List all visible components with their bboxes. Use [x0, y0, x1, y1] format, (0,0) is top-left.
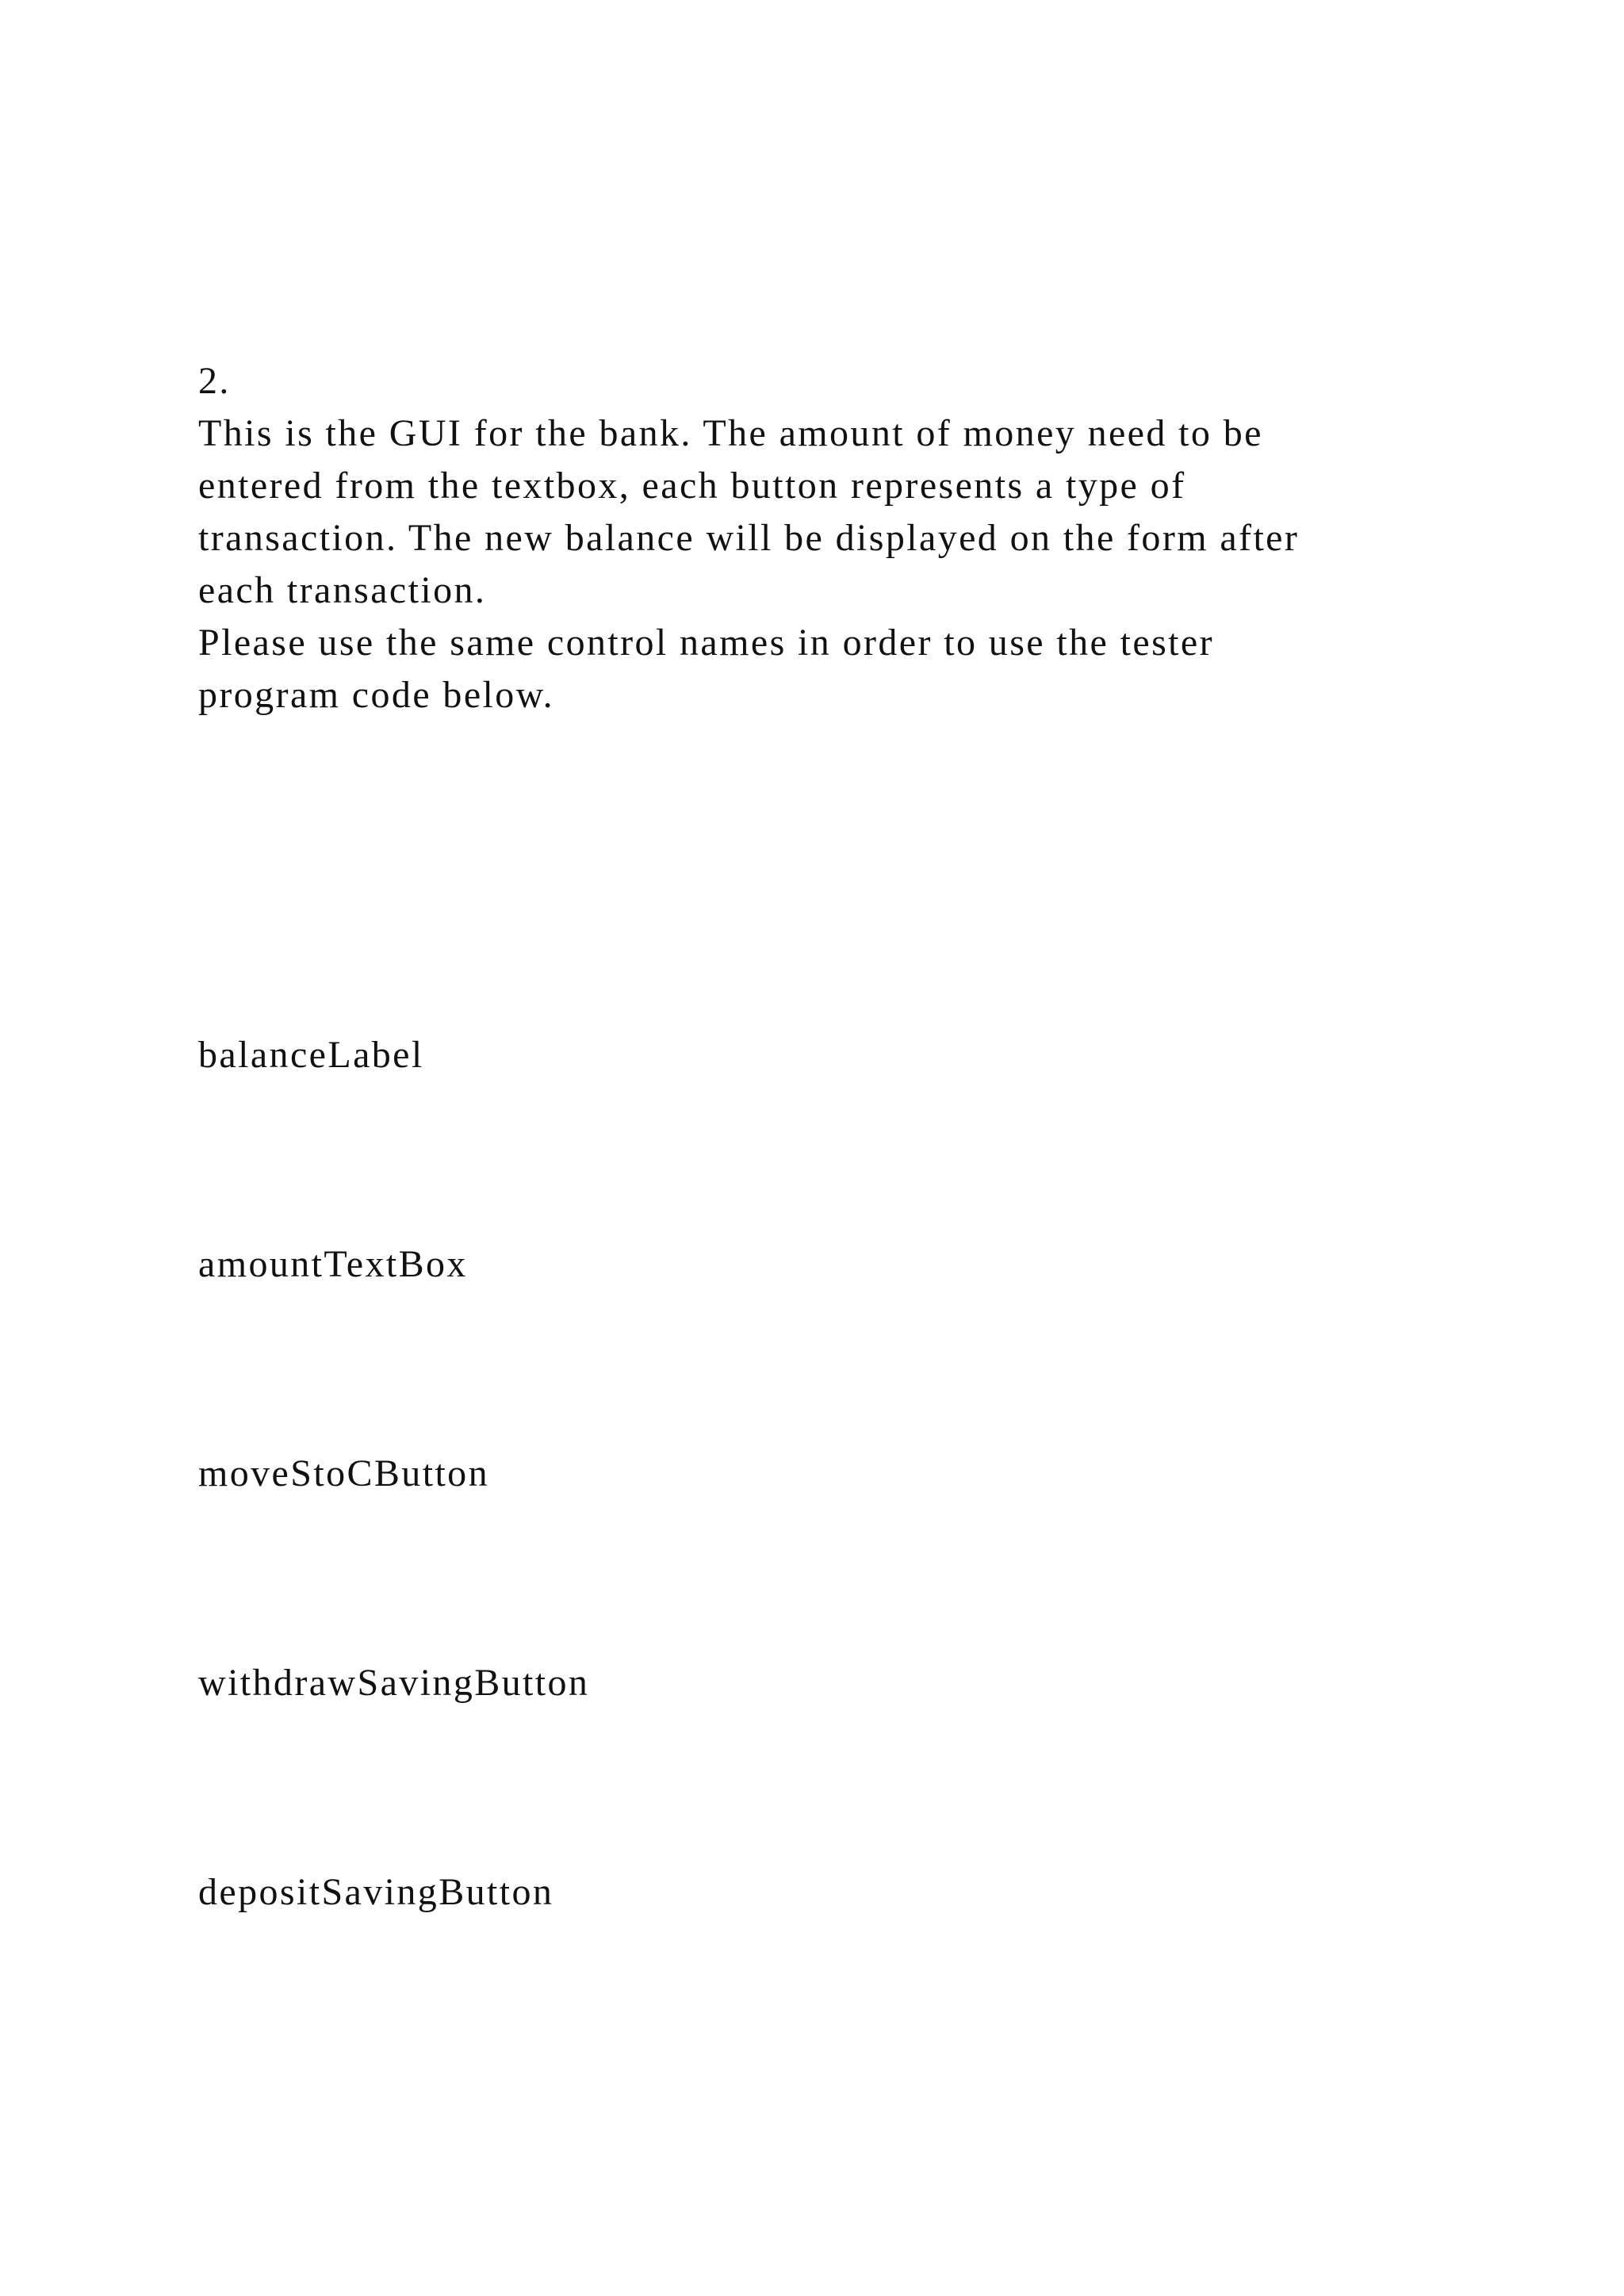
control-name-deposit-saving-button: depositSavingButton: [198, 1871, 554, 1913]
control-name-withdraw-saving-button: withdrawSavingButton: [198, 1662, 590, 1704]
intro-line-2: entered from the textbox, each button represents a type of: [198, 465, 1186, 507]
control-name-balance-label: balanceLabel: [198, 1034, 424, 1076]
intro-line-4: each transaction.: [198, 569, 487, 611]
intro-line-6: program code below.: [198, 674, 555, 716]
intro-line-1: This is the GUI for the bank. The amount of money need to be: [198, 412, 1263, 454]
intro-line-5: Please use the same control names in order to use the tester: [198, 622, 1214, 664]
intro-line-3: transaction. The new balance will be displayed on the form after: [198, 517, 1300, 559]
control-name-amount-textbox: amountTextBox: [198, 1243, 468, 1285]
question-number: 2.: [198, 360, 231, 402]
control-name-move-s-to-c-button: moveStoCButton: [198, 1452, 489, 1494]
